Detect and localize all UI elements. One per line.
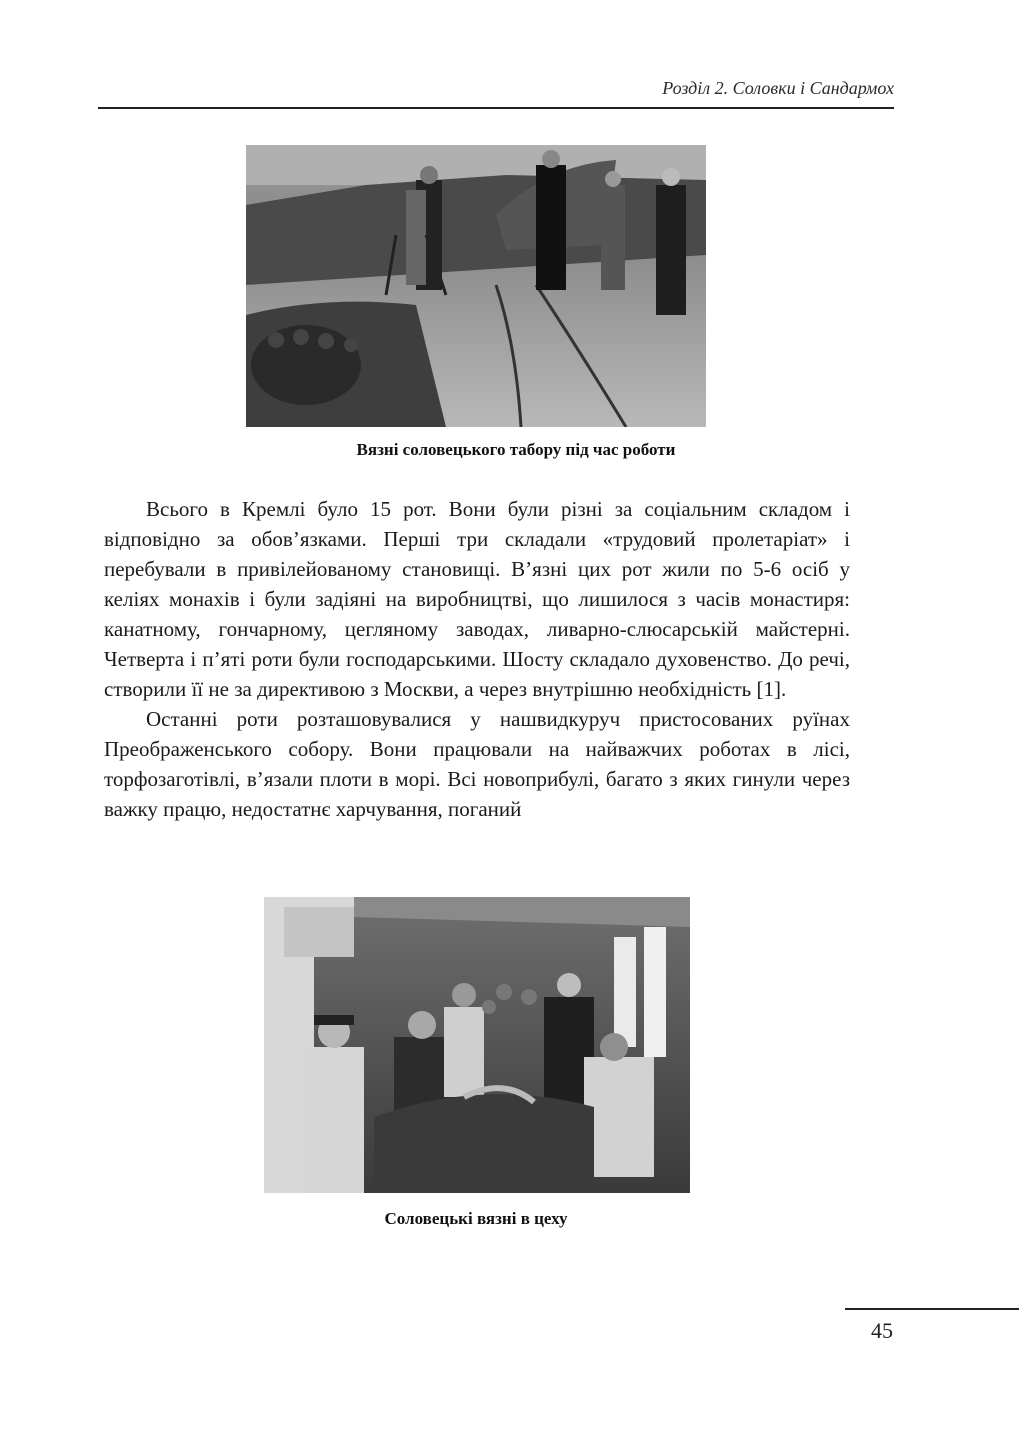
figure-caption: Вязні соловецького табору під час роботи: [356, 440, 676, 459]
header-rule: [98, 107, 894, 109]
photo-prisoners-railway-icon: [246, 145, 706, 427]
page-number: 45: [871, 1318, 893, 1343]
running-head: Розділ 2. Соловки і Сандармох: [662, 78, 894, 98]
figure-caption: Соловецькі вязні в цеху: [384, 1209, 568, 1228]
footer-rule: [845, 1308, 1019, 1310]
paragraph: Всього в Кремлі було 15 рот. Вони були різні за соціальним складом і відповідно за обов’язками. Перші три складали «трудовий пролетаріат» і перебували в привілейованому становищі. В’язні цих рот жили по 5-6 осіб у келіях монахів і були задіяні на виробництві, що лишилося з часів монастиря: канатному, гончарному, цегляному заводах, ливарно-слюсарській майстерні. Четверта і п’яті роти були господарськими. Шосту складало духовенство. До речі, створили її не за директивою з Москви, а через внутрішню необхідність [1].: [104, 497, 850, 701]
photo-prisoners-railway: [246, 145, 706, 427]
photo-prisoners-workshop-icon: [264, 897, 690, 1193]
paragraph: Останні роти розташовувалися у нашвидкуруч пристосованих руїнах Преображенського собору. Вони працювали на найважчих роботах в лісі, торфозаготівлі, в’язали плоти в морі. Всі новоприбулі, багато з яких гинули через важку працю, недостатнє харчування, поганий: [104, 707, 850, 821]
photo-prisoners-workshop: [264, 897, 690, 1193]
body-text: [104, 494, 850, 824]
